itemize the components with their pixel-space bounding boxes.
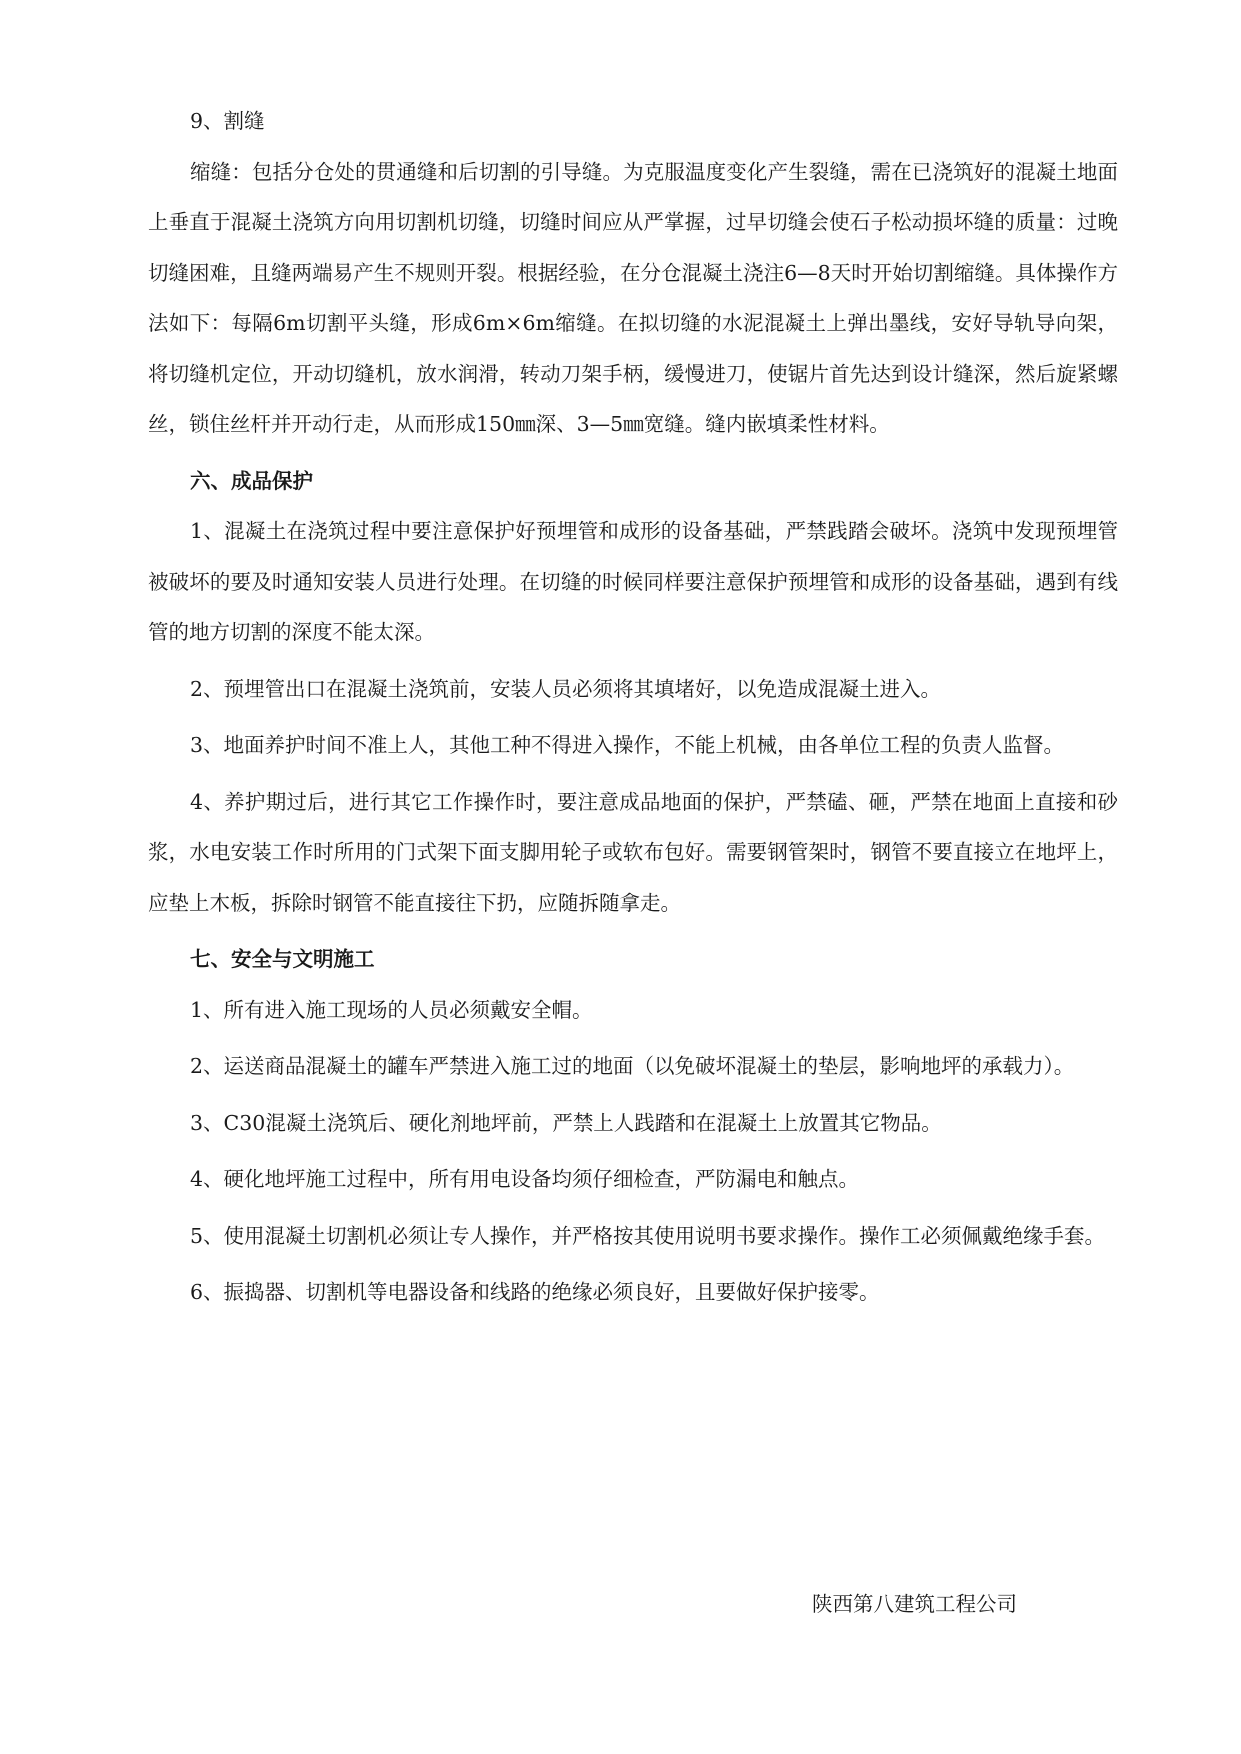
list-item: 4、硬化地坪施工过程中，所有用电设备均须仔细检查，严防漏电和触点。 <box>190 1167 860 1191</box>
section-heading: 六、成品保护 <box>190 468 313 493</box>
company-signature: 陕西第八建筑工程公司 <box>812 1592 1017 1616</box>
section-heading: 七、安全与文明施工 <box>190 947 375 971</box>
document-body <box>148 96 1118 1324</box>
list-item: 2、运送商品混凝土的罐车严禁进入施工过的地面（以免破坏混凝土的垫层，影响地坪的承载力）。 <box>190 1054 1075 1078</box>
list-item: 3、地面养护时间不准上人，其他工种不得进入操作，不能上机械，由各单位工程的负责人监督。 <box>190 733 1065 757</box>
paragraph: 缩缝：包括分仓处的贯通缝和后切割的引导缝。为克服温度变化产生裂缝，需在已浇筑好的混凝土地面上垂直于混凝土浇筑方向用切割机切缝，切缝时间应从严掌握，过早切缝会使石子松动损坏缝的质量：过晚切缝困难，且缝两端易产生不规则开裂。根据经验，在分仓混凝土浇注6—8天时开始切割缩缝。具体操作方法如下：每隔6m切割平头缝，形成6m×6m缩缝。在拟切缝的水泥混凝土上弹出墨线，安好导轨导向架，将切缝机定位，开动切缝机，放水润滑，转动刀架手柄，缓慢进刀，使锯片首先达到设计缝深，然后旋紧螺丝，锁住丝杆并开动行走，从而形成150㎜深、3—5㎜宽缝。缝内嵌填柔性材料。 <box>148 159 1118 436</box>
list-item: 4、养护期过后，进行其它工作操作时，要注意成品地面的保护，严禁磕、砸，严禁在地面上直接和砂浆，水电安装工作时所用的门式架下面支脚用轮子或软布包好。需要钢管架时，钢管不要直接立在地坪上，应垫上木板，拆除时钢管不能直接往下扔，应随拆随拿走。 <box>148 789 1118 915</box>
list-item: 3、C30混凝土浇筑后、硬化剂地坪前，严禁上人践踏和在混凝土上放置其它物品。 <box>190 1110 942 1135</box>
list-item: 1、所有进入施工现场的人员必须戴安全帽。 <box>190 997 593 1022</box>
list-item: 6、振捣器、切割机等电器设备和线路的绝缘必须良好，且要做好保护接零。 <box>190 1280 880 1304</box>
list-item: 2、预埋管出口在混凝土浇筑前，安装人员必须将其填堵好，以免造成混凝土进入。 <box>190 676 942 701</box>
subsection-title: 9、割缝 <box>190 109 265 133</box>
list-item: 1、混凝土在浇筑过程中要注意保护好预埋管和成形的设备基础，严禁践踏会破坏。浇筑中发现预埋管被破坏的要及时通知安装人员进行处理。在切缝的时候同样要注意保护预埋管和成形的设备基础，遇到有线管的地方切割的深度不能太深。 <box>148 519 1118 644</box>
list-item: 5、使用混凝土切割机必须让专人操作，并严格按其使用说明书要求操作。操作工必须佩戴绝缘手套。 <box>190 1223 1106 1248</box>
